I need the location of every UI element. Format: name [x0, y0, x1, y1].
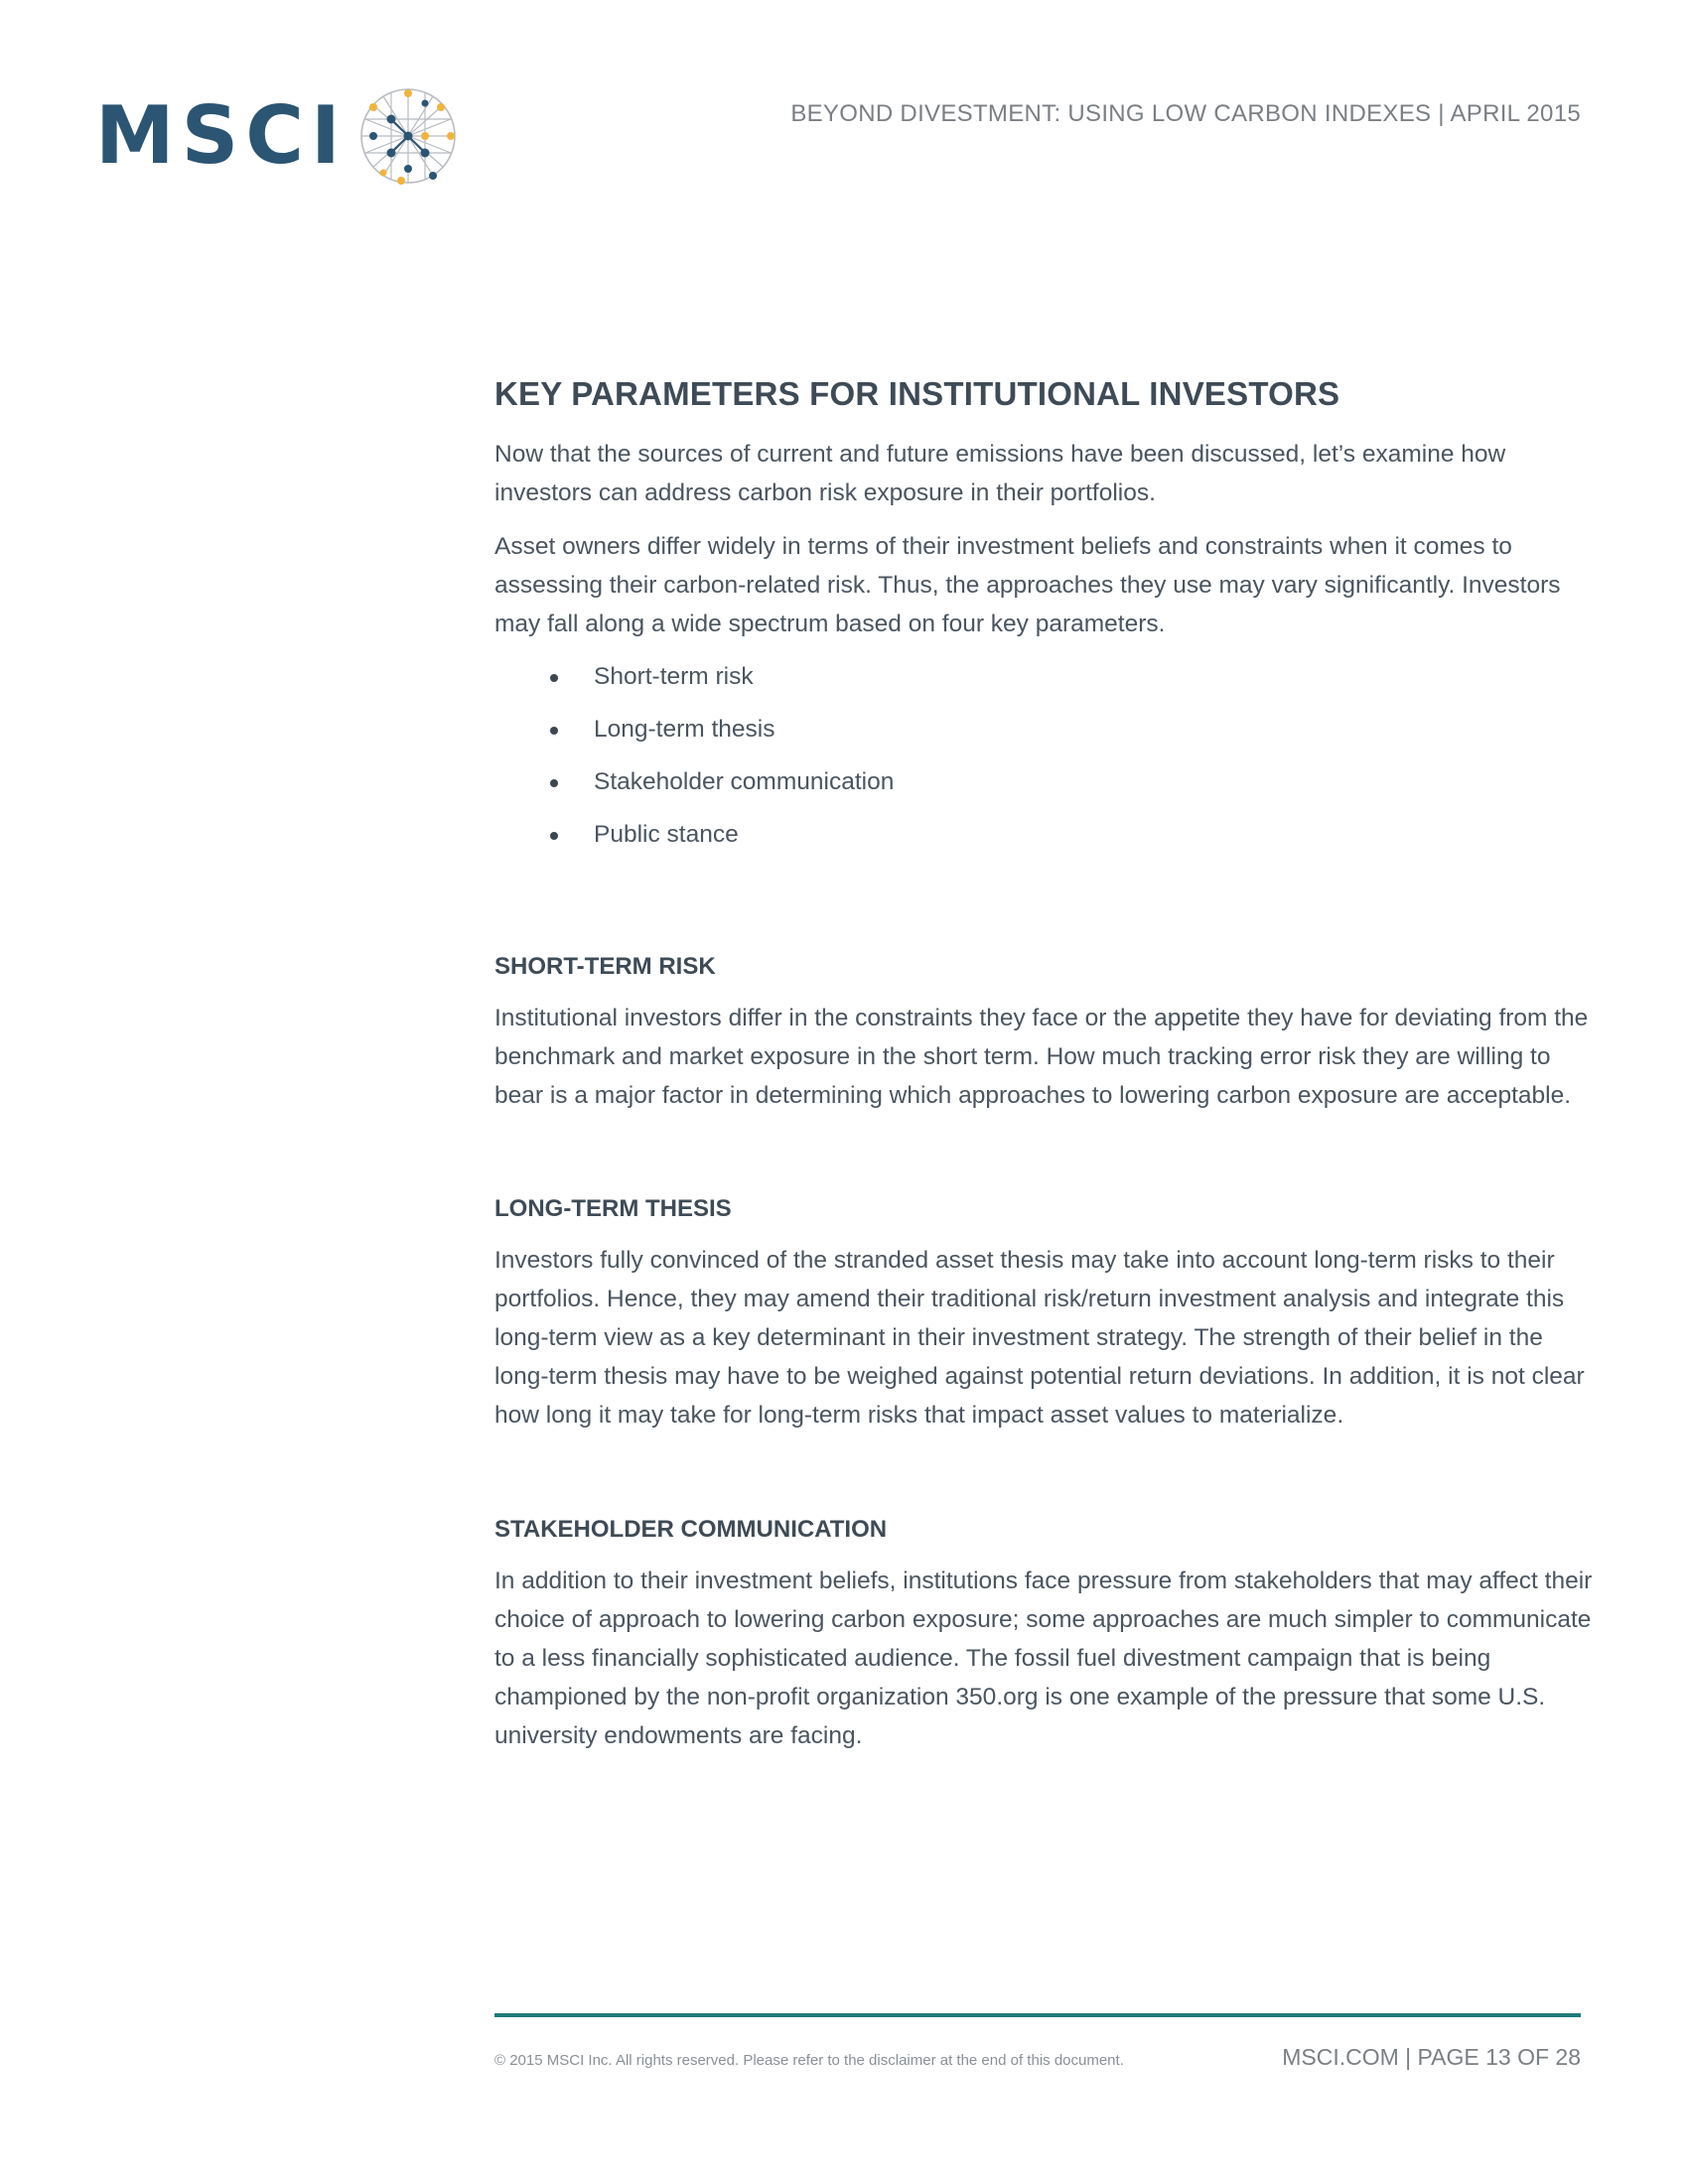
- footer-page-label: MSCI.COM | PAGE 13 OF 28: [1282, 2044, 1581, 2070]
- section-stakeholder-communication: [494, 1516, 1597, 1770]
- bullet-icon: [550, 727, 558, 735]
- list-item-label: Stakeholder communication: [594, 768, 895, 795]
- bullet-icon: [550, 674, 558, 682]
- main-content: [494, 375, 1587, 869]
- section-body: In addition to their investment beliefs, institutions face pressure from stakeholders that may affect their choice of approach to lowering carbon exposure; some approaches are much simpler to communicate to a less financially sophisticated audience. The fossil fuel divestment campaign that is being championed by the non-profit organization 350.org is one example of the pressure that some U.S. university endowments are facing.: [494, 1568, 1593, 1749]
- footer-copyright: © 2015 MSCI Inc. All rights reserved. Please refer to the disclaimer at the end of this document.: [494, 2052, 1124, 2069]
- document-header-title: BEYOND DIVESTMENT: USING LOW CARBON INDEXES | APRIL 2015: [790, 100, 1581, 127]
- list-item: [494, 816, 1587, 854]
- intro-paragraph: Now that the sources of current and future emissions have been discussed, let’s examine how investors can address carbon risk exposure in their portfolios.: [494, 441, 1506, 506]
- page-heading: KEY PARAMETERS FOR INSTITUTIONAL INVESTORS: [494, 375, 1340, 412]
- list-item: [494, 763, 1587, 801]
- parameter-list: [494, 658, 1587, 854]
- list-item: [494, 658, 1587, 696]
- section-heading: STAKEHOLDER COMMUNICATION: [494, 1516, 888, 1543]
- bullet-icon: [550, 832, 558, 840]
- section-body: Institutional investors differ in the constraints they face or the appetite they have for deviating from the benchmark and market exposure in the short term. How much tracking error risk they are willing to bear is a major factor in determining which approaches to lowering carbon exposure are acceptable.: [494, 1005, 1589, 1109]
- list-item-label: Public stance: [594, 821, 739, 848]
- logo-wordmark: MSCI: [95, 89, 348, 182]
- section-short-term-risk: [494, 953, 1597, 1130]
- intro-paragraph: Asset owners differ widely in terms of their investment beliefs and constraints when it comes to assessing their carbon-related risk. Thus, the approaches they use may vary significantly. Investors may fall along a wide spectrum based on four key parameters.: [494, 533, 1561, 637]
- globe-network-icon: [353, 81, 463, 191]
- bullet-icon: [550, 779, 558, 787]
- section-body: Investors fully convinced of the stranded asset thesis may take into account long-term risks to their portfolios. Hence, they may amend their traditional risk/return investment analysis and integrate this long-term view as a key determinant in their investment strategy. The strength of their belief in the long-term thesis may have to be weighed against potential return deviations. In addition, it is not clear how long it may take for long-term risks that impact asset values to materialize.: [494, 1247, 1585, 1429]
- list-item-label: Short-term risk: [594, 663, 754, 690]
- msci-logo: [95, 81, 348, 191]
- section-heading: LONG-TERM THESIS: [494, 1195, 732, 1222]
- footer-divider: [494, 2013, 1581, 2017]
- section-long-term-thesis: [494, 1195, 1597, 1449]
- section-heading: SHORT-TERM RISK: [494, 953, 716, 980]
- list-item-label: Long-term thesis: [594, 716, 775, 743]
- list-item: [494, 711, 1587, 749]
